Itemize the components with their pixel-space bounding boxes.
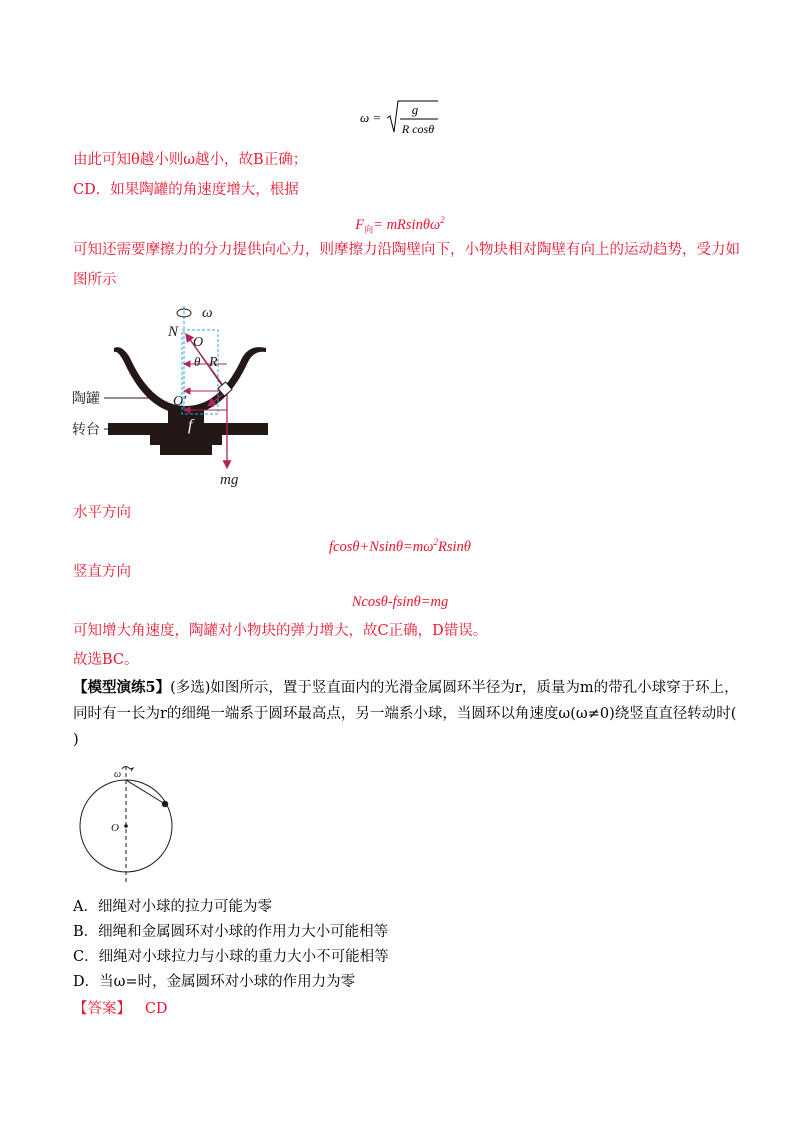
label-pot: 陶罐 (72, 391, 100, 407)
label-O-prime: O′ (173, 394, 187, 409)
ring-center-label: O (111, 822, 119, 834)
answer-line (73, 999, 168, 1019)
label-O: O (193, 335, 204, 350)
turntable-base (150, 435, 222, 445)
label-R: R (209, 355, 218, 370)
ring-diagram (74, 760, 184, 885)
text-line-8: 竖直方向 (73, 564, 131, 580)
answer-label: 【答案】 (73, 1001, 131, 1017)
problem-line-2: 同时有一长为r的细绳一端系于圆环最高点，另一端系小球，当圆环以角速度ω(ω≠0)绕竖直直径转动时( (73, 706, 737, 722)
option-B: B．细绳和金属圆环对小球的作用力大小可能相等 (73, 924, 389, 940)
option-A: A．细绳对小球的拉力可能为零 (73, 899, 272, 915)
formula-f-sub: 向 (364, 224, 374, 235)
ring-omega-label: ω (114, 769, 122, 780)
text-line-1: 由此可知θ越小则ω越小，故B正确； (73, 152, 308, 168)
label-f: f (188, 417, 193, 434)
text-line-5: 图所示 (73, 272, 117, 288)
text-line-6: 水平方向 (73, 505, 131, 521)
formula-f: F (355, 216, 365, 233)
formula-f-rest: = mRsinθω (373, 216, 441, 233)
option-D: D．当ω=时，金属圆环对小球的作用力为零 (73, 974, 356, 990)
option-C: C．细绳对小球拉力与小球的重力大小不可能相等 (73, 949, 389, 965)
formula-h-a: fcosθ+Nsinθ=mω (329, 538, 434, 555)
text-line-4: 可知还需要摩擦力的分力提供向心力，则摩擦力沿陶壁向下，小物块相对陶壁有向上的运动趋势，受力如 (73, 242, 740, 258)
omega-label: ω (202, 305, 213, 321)
formula-vertical: Ncosθ-fsinθ=mg (351, 594, 449, 610)
label-mg: mg (220, 472, 239, 488)
formula-h-sup: 2 (433, 537, 439, 547)
omega-formula (360, 98, 450, 138)
problem-text-1: (多选)如图所示，置于竖直面内的光滑金属圆环半径为r，质量为m的带孔小球穿于环上， (170, 680, 739, 696)
problem-tag: 【模型演练5】 (73, 679, 171, 696)
label-N: N (168, 324, 179, 340)
text-line-2: CD．如果陶罐的角速度增大，根据 (73, 182, 299, 198)
label-theta: θ (194, 354, 201, 369)
pot-bowl (114, 347, 266, 414)
force-diagram (70, 298, 300, 493)
ball (162, 801, 168, 807)
formula-horizontal (0, 532, 800, 557)
label-table: 转台 (72, 422, 100, 438)
formula-lhs: ω = (360, 110, 382, 125)
turntable-foot (160, 445, 212, 455)
text-line-10: 可知增大角速度，陶罐对小物块的弹力增大，故C正确，D错误。 (73, 623, 488, 639)
formula-h-b: Rsinθ (438, 538, 471, 555)
formula-centripetal (0, 210, 800, 240)
problem-line-3: ) (73, 732, 79, 748)
answer-value: CD (144, 1001, 168, 1017)
problem-line-1 (73, 678, 739, 698)
formula-numerator: g (411, 102, 419, 117)
formula-f-sup: 2 (440, 215, 445, 225)
text-line-11: 故选BC。 (73, 652, 139, 668)
formula-denominator: R cosθ (401, 122, 435, 136)
